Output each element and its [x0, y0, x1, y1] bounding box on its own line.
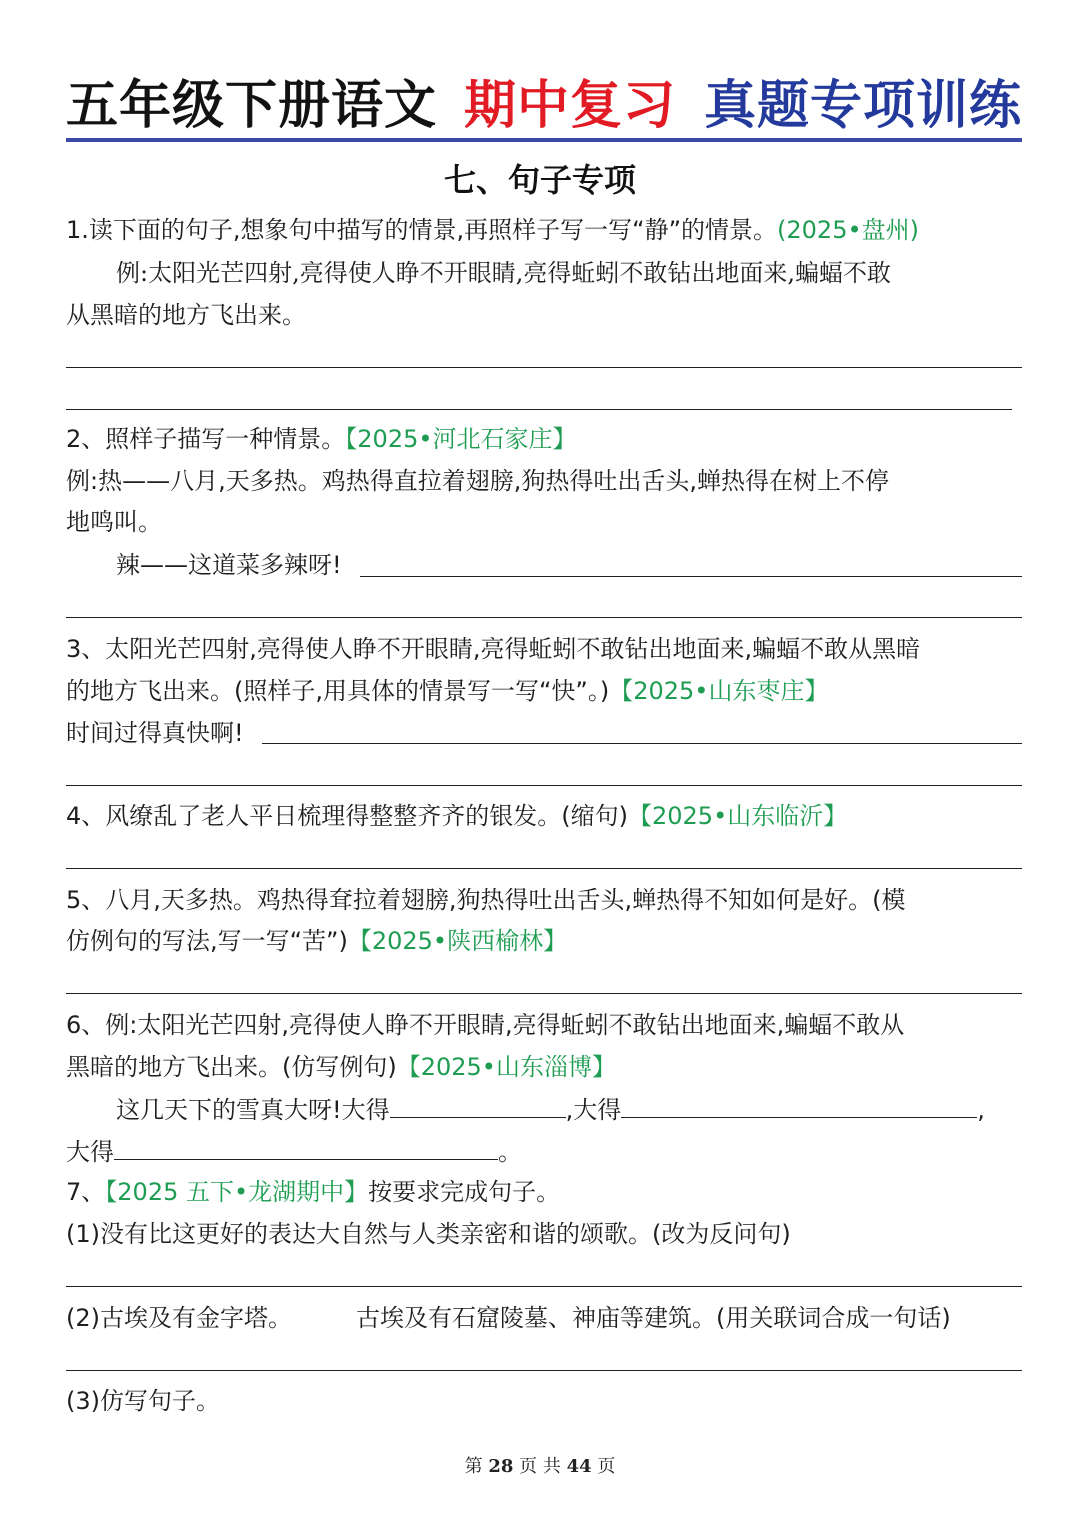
q6-blank-3[interactable] — [114, 1133, 498, 1160]
q1-answer-line-1[interactable] — [66, 367, 1022, 368]
q7-sub2 — [66, 1301, 951, 1335]
q7-sub1-answer-line[interactable] — [66, 1286, 1022, 1287]
q1-example-line2: 从黑暗的地方飞出来。 — [66, 301, 306, 329]
q4-text: 4、风缭乱了老人平日梳理得整整齐齐的银发。(缩句) — [66, 802, 628, 830]
q5-line1: 5、八月,天多热。鸡热得耷拉着翅膀,狗热得吐出舌头,蝉热得不知如何是好。(模 — [66, 886, 906, 914]
q2-prompt: 辣——这道菜多辣呀! — [116, 551, 342, 579]
q3-answer-line-2[interactable] — [66, 785, 1022, 786]
footer-page-number: 28 — [488, 1456, 514, 1477]
q7-sub2-answer-line[interactable] — [66, 1370, 1022, 1371]
page-footer — [0, 1452, 1080, 1478]
footer-mid: 页 共 — [519, 1456, 561, 1477]
q2-example-line1: 例:热——八月,天多热。鸡热得直拉着翅膀,狗热得吐出舌头,蝉热得在树上不停 — [66, 467, 889, 495]
q7-sub1: (1)没有比这更好的表达大自然与人类亲密和谐的颂歌。(改为反问句) — [66, 1220, 791, 1248]
q1-question — [66, 213, 919, 247]
q3-question-line2 — [66, 674, 828, 708]
footer-total-pages: 44 — [566, 1456, 592, 1477]
q2-answer-line-1[interactable] — [360, 576, 1022, 577]
q7-question — [66, 1175, 560, 1209]
q3-prompt: 时间过得真快啊! — [66, 719, 244, 747]
header-title-grade: 五年级下册语文 — [66, 76, 438, 136]
q6-blank-2[interactable] — [621, 1091, 977, 1118]
q2-question — [66, 422, 577, 456]
q6-prompt-line2 — [66, 1133, 522, 1169]
footer-pre: 第 — [464, 1456, 483, 1477]
q2-answer-line-2[interactable] — [66, 617, 1022, 618]
q6-line2: 黑暗的地方飞出来。(仿写例句) — [66, 1053, 397, 1081]
q7-sub2a: (2)古埃及有金字塔。 — [66, 1304, 292, 1332]
q5-question-line2 — [66, 924, 567, 958]
header-title-midterm: 期中复习 — [464, 76, 677, 136]
q6-prompt-d: 大得 — [66, 1138, 114, 1166]
q6-prompt-b: ,大得 — [565, 1096, 622, 1124]
q7-sub3: (3)仿写句子。 — [66, 1387, 220, 1415]
q2-text: 2、照样子描写一种情景。 — [66, 425, 346, 453]
header-title-training: 真题专项训练 — [704, 76, 1023, 136]
header-underline — [66, 138, 1022, 142]
section-title: 七、句子专项 — [443, 161, 636, 199]
q3-line1: 3、太阳光芒四射,亮得使人睁不开眼睛,亮得蚯蚓不敢钻出地面来,蝙蝠不敢从黑暗 — [66, 635, 921, 663]
q6-prompt-e: 。 — [498, 1138, 522, 1166]
q6-prompt-line — [116, 1091, 985, 1127]
q2-source: 【2025•河北石家庄】 — [345, 425, 577, 453]
q6-blank-1[interactable] — [390, 1091, 566, 1118]
q6-line1: 6、例:太阳光芒四射,亮得使人睁不开眼睛,亮得蚯蚓不敢钻出地面来,蝙蝠不敢从 — [66, 1011, 905, 1039]
q3-source: 【2025•山东枣庄】 — [609, 677, 829, 705]
q6-prompt-a: 这几天下的雪真大呀!大得 — [116, 1096, 390, 1124]
q1-source: (2025•盘州) — [777, 216, 919, 244]
q4-answer-line[interactable] — [66, 868, 1022, 869]
q7-source: 【2025 五下•龙湖期中】 — [105, 1178, 369, 1206]
q4-source: 【2025•山东临沂】 — [628, 802, 848, 830]
q7-sub2b: 古埃及有石窟陵墓、神庙等建筑。(用关联词合成一句话) — [356, 1304, 951, 1332]
q2-example-line2: 地鸣叫。 — [66, 508, 162, 536]
q3-line2: 的地方飞出来。(照样子,用具体的情景写一写“快”。) — [66, 677, 610, 705]
q7-prefix: 7、 — [66, 1178, 106, 1206]
q5-answer-line[interactable] — [66, 993, 1022, 994]
q6-prompt-c: , — [977, 1096, 985, 1124]
footer-post: 页 — [597, 1456, 616, 1477]
q6-question-line2 — [66, 1050, 616, 1084]
q4-question — [66, 799, 847, 833]
q7-text: 按要求完成句子。 — [368, 1178, 561, 1206]
q1-answer-line-2[interactable] — [66, 409, 1012, 410]
q1-text: 1.读下面的句子,想象句中描写的情景,再照样子写一写“静”的情景。 — [66, 216, 778, 244]
q3-answer-line-1[interactable] — [262, 743, 1022, 744]
q5-source: 【2025•陕西榆林】 — [347, 927, 568, 955]
q1-example-line1: 例:太阳光芒四射,亮得使人睁不开眼睛,亮得蚯蚓不敢钻出地面来,蝙蝠不敢 — [116, 259, 891, 287]
page-header — [66, 72, 1022, 144]
q6-source: 【2025•山东淄博】 — [396, 1053, 616, 1081]
q5-line2: 仿例句的写法,写一写“苦”) — [66, 927, 348, 955]
